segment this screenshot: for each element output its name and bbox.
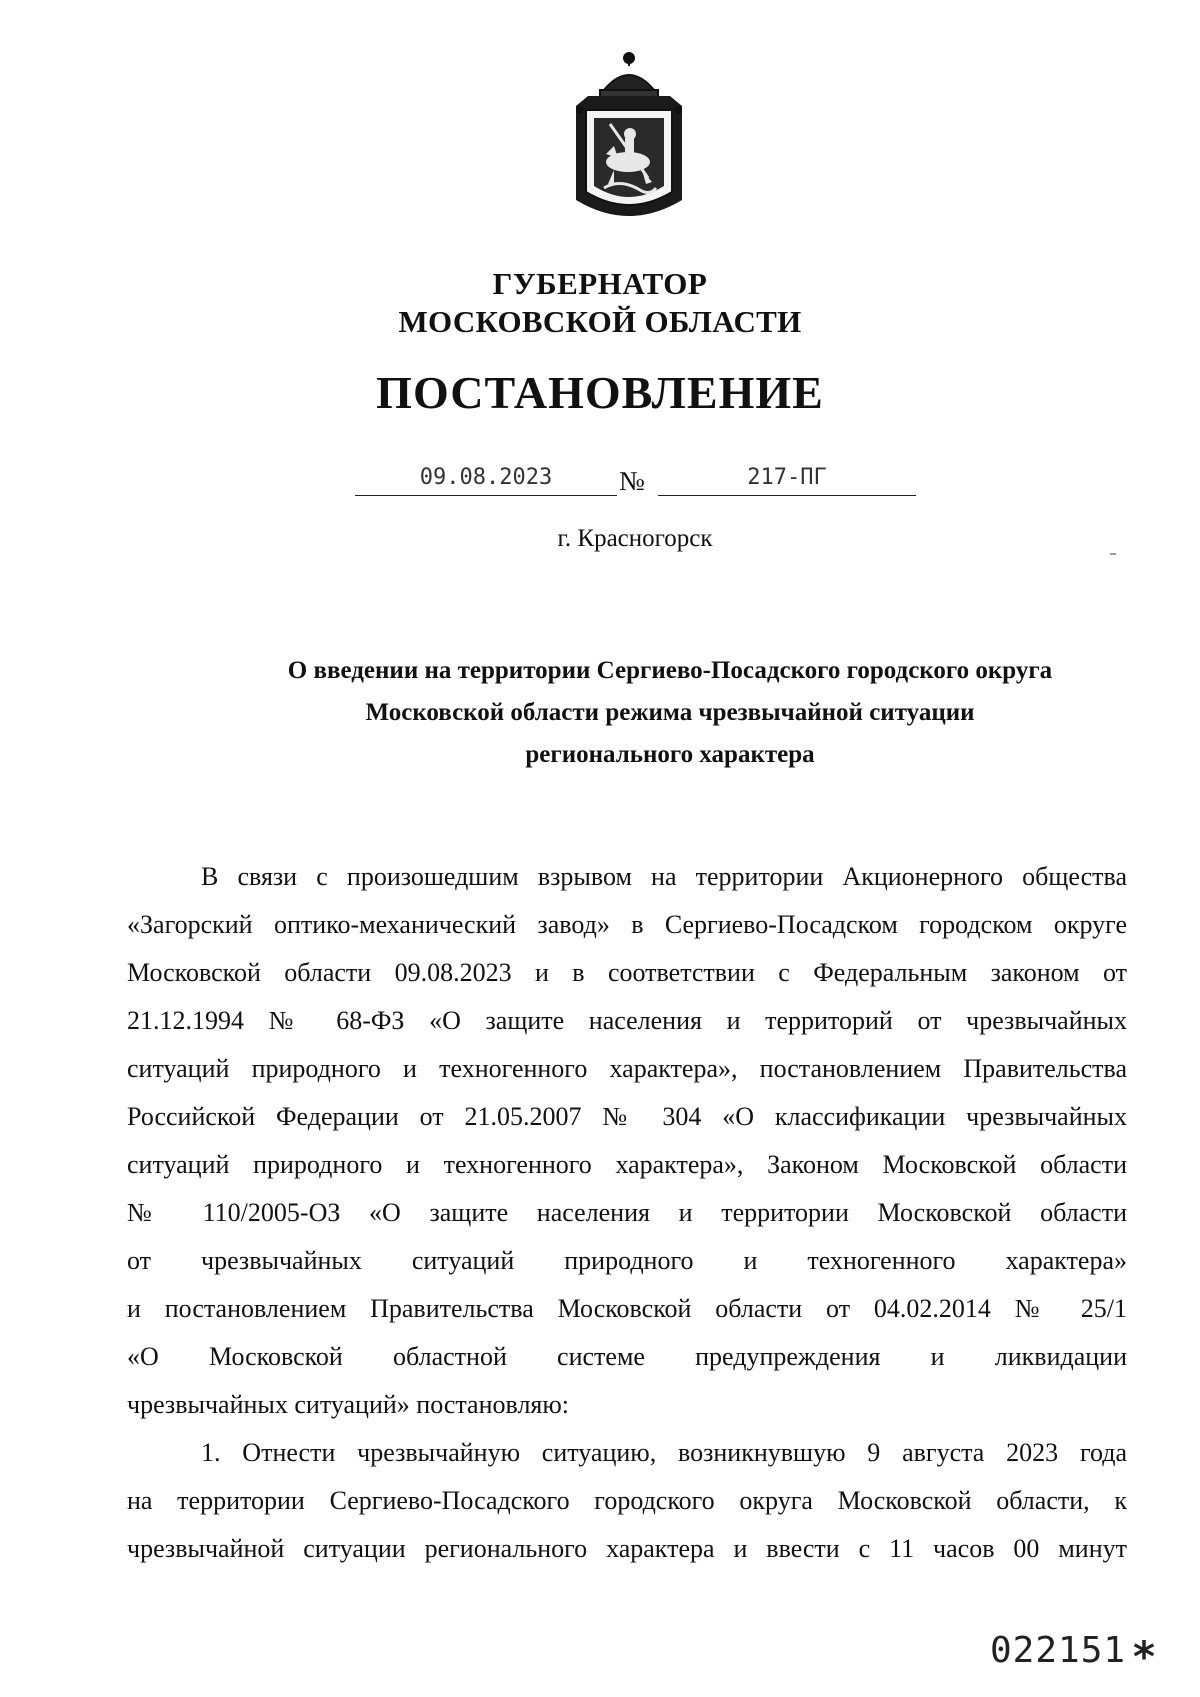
serial-number: 022151	[990, 1630, 1127, 1671]
body-line: ситуаций природного и техногенного характера», постановлением Правительства	[127, 1054, 1127, 1083]
body-line: 21.12.1994 № 68-ФЗ «О защите населения и территорий от чрезвычайных	[127, 1006, 1127, 1035]
body-line: «О Московской областной системе предупреждения и ликвидации	[127, 1342, 1127, 1371]
title-line: регионального характера	[525, 741, 815, 768]
coat-of-arms-icon	[570, 50, 688, 228]
body-line: ситуаций природного и техногенного характера», Законом Московской области	[127, 1150, 1127, 1179]
authority-name-line1: ГУБЕРНАТОР	[492, 266, 708, 301]
document-title	[120, 650, 1200, 776]
body-line: от чрезвычайных ситуаций природного и техногенного характера»	[127, 1246, 1127, 1275]
body-line: «Загорский оптико-механический завод» в Сергиево-Посадском городском округе	[127, 910, 1127, 939]
body-line: Российской Федерации от 21.05.2007 № 304 «О классификации чрезвычайных	[127, 1102, 1127, 1131]
document-date: 09.08.2023	[355, 463, 617, 496]
asterisk-mark-icon: *	[1133, 1632, 1155, 1681]
document-type: ПОСТАНОВЛЕНИЕ	[376, 367, 824, 418]
title-line: О введении на территории Сергиево-Посадского городского округа	[287, 657, 1053, 684]
authority-name-line2: МОСКОВСКОЙ ОБЛАСТИ	[398, 304, 802, 339]
document-city: г. Красногорск	[557, 525, 713, 552]
title-line: Московской области режима чрезвычайной ситуации	[365, 699, 975, 726]
number-sign: №	[619, 466, 645, 496]
body-line: чрезвычайных ситуаций» постановляю:	[127, 1390, 570, 1419]
body-line: В связи с произошедшим взрывом на территории Акционерного общества	[201, 862, 1127, 891]
document-body	[127, 853, 1127, 1573]
scan-speck	[1110, 553, 1116, 555]
body-line: и постановлением Правительства Московской области от 04.02.2014 № 25/1	[127, 1294, 1127, 1323]
body-line: чрезвычайной ситуации регионального характера и ввести с 11 часов 00 минут	[127, 1534, 1127, 1563]
body-line: на территории Сергиево-Посадского городского округа Московской области, к	[127, 1486, 1127, 1515]
body-line: Московской области 09.08.2023 и в соответствии с Федеральным законом от	[127, 958, 1127, 987]
body-line: 1. Отнести чрезвычайную ситуацию, возникнувшую 9 августа 2023 года	[201, 1438, 1127, 1467]
document-number: 217-ПГ	[658, 463, 916, 496]
body-line: № 110/2005-ОЗ «О защите населения и территории Московской области	[127, 1198, 1127, 1227]
